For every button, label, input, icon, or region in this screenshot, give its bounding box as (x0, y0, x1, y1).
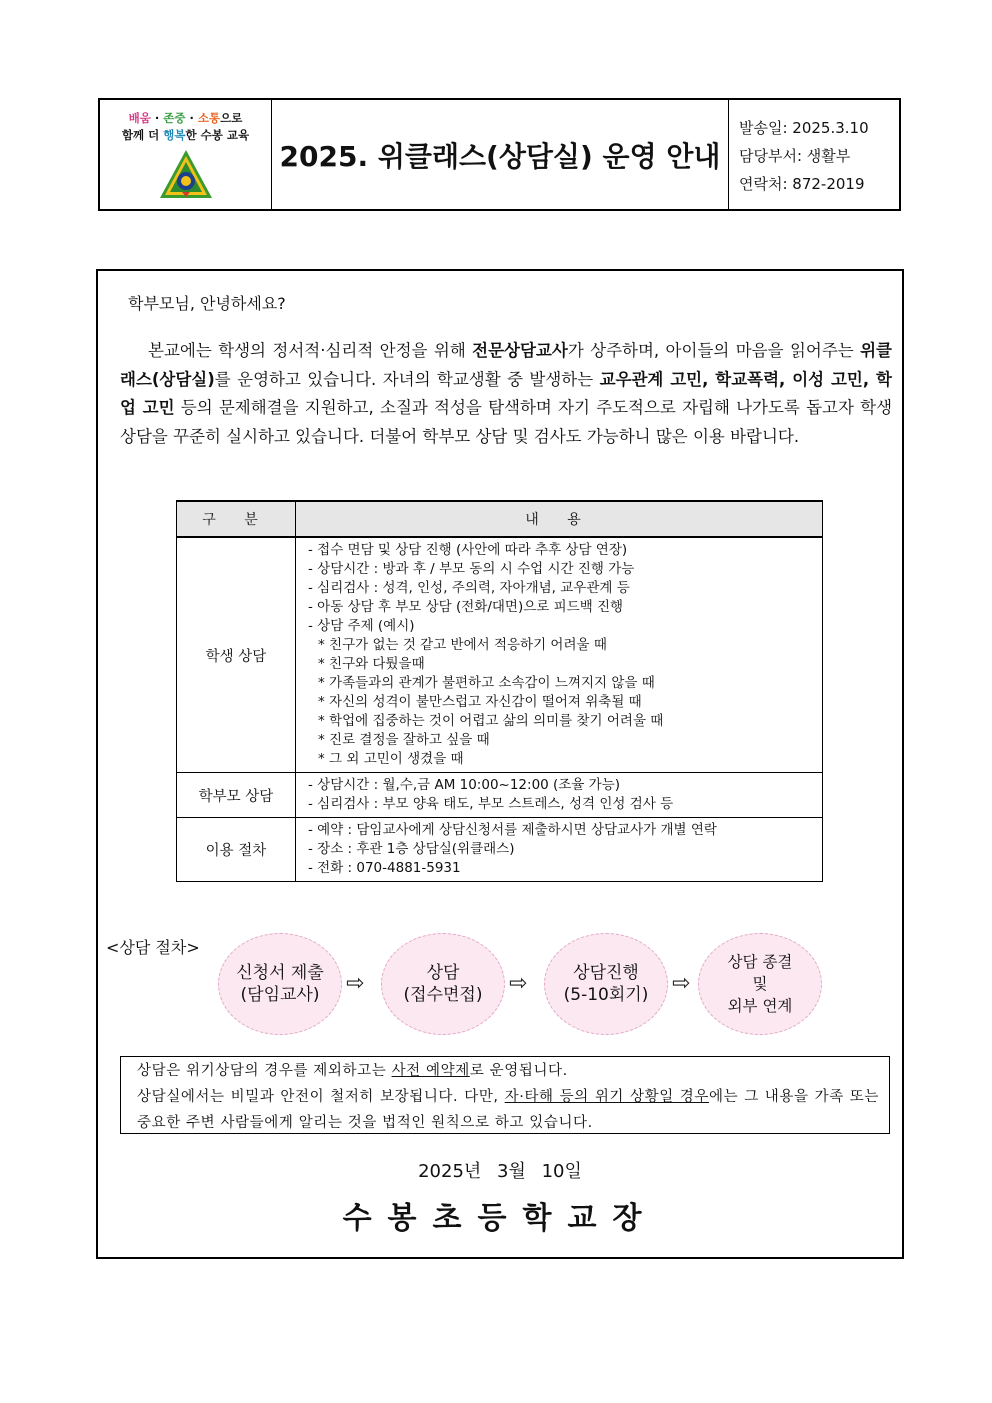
step-text: 상담 (426, 963, 460, 983)
table-header-content: 내 용 (296, 501, 823, 537)
content-line: - 상담 주제 (예시) (308, 618, 415, 634)
notice-text: 로 운영됩니다. (469, 1063, 568, 1079)
content-line: - 장소 : 후관 1층 상담실(위클래스) (308, 841, 515, 857)
paragraph-text: 본교에는 학생의 정서적·심리적 안정을 위해 (148, 341, 473, 360)
content-line: * 친구가 없는 것 같고 반에서 적응하기 어려울 때 (318, 637, 607, 653)
notice-text: 에는 그 내용을 가족 또는 중요한 주변 사람들에게 알리는 것을 법적인 원칙으로 하고 있습니다. (137, 1089, 879, 1131)
content-line: * 진로 결정을 잘하고 싶을 때 (318, 732, 490, 748)
emphasis-text: 전문상담교사 (472, 341, 568, 360)
notice-line2 (137, 1084, 879, 1136)
procedure-step (544, 933, 668, 1035)
notice-text: 상담은 위기상담의 경우를 제외하고는 (137, 1063, 392, 1079)
emphasis-text: 교우관계 고민, 학교폭력, 이성 고민, 학업 고민 (120, 369, 892, 417)
row-category: 이용 절차 (177, 818, 296, 882)
content-line: - 심리검사 : 성격, 인성, 주의력, 자아개념, 교우관계 등 (308, 580, 630, 596)
table-row (177, 773, 823, 818)
table-header-row (177, 501, 823, 537)
emphasis-text: 위클래스(상담실) (120, 341, 892, 389)
step-text: 외부 연계 (727, 997, 793, 1015)
content-line: - 접수 면담 및 상담 진행 (사안에 따라 추후 상담 연장) (308, 542, 628, 558)
procedure-step (381, 933, 505, 1035)
content-line: - 아동 상담 후 부모 상담 (전화/대면)으로 피드백 진행 (308, 599, 624, 615)
arrow-right-icon: ⇨ (509, 971, 528, 996)
row-category: 학생 상담 (177, 537, 296, 773)
school-logo-icon (158, 148, 214, 200)
department: 담당부서: 생활부 (739, 147, 851, 165)
document-date: 2025년 3월 10일 (418, 1161, 582, 1182)
content-line: - 예약 : 담임교사에게 상담신청서를 제출하시면 상담교사가 개별 연락 (308, 822, 717, 838)
table-row (177, 818, 823, 882)
procedure-label: <상담 절차> (106, 938, 200, 957)
row-content (296, 537, 823, 773)
header-box (98, 98, 901, 211)
notice-text: 상담실에서는 비밀과 안전이 철저히 보장됩니다. 다만, (137, 1089, 505, 1105)
step-text: (접수면접) (403, 985, 483, 1005)
procedure-step (698, 933, 822, 1035)
step-text: 신청서 제출 (236, 963, 324, 983)
step-text: 상담진행 (573, 963, 639, 983)
content-line: - 심리검사 : 부모 양육 태도, 부모 스트레스, 성격 인성 검사 등 (308, 796, 674, 812)
notice-line1 (137, 1058, 879, 1084)
content-line: - 상담시간 : 방과 후 / 부모 동의 시 수업 시간 진행 가능 (308, 561, 635, 577)
content-line: * 자신의 성격이 불만스럽고 자신감이 떨어져 위축될 때 (318, 694, 642, 710)
row-category: 학부모 상담 (177, 773, 296, 818)
arrow-right-icon: ⇨ (346, 971, 365, 996)
procedure-step (218, 933, 342, 1035)
table-row (177, 537, 823, 773)
main-content (96, 269, 904, 1259)
greeting: 학부모님, 안녕하세요? (128, 294, 286, 313)
step-text: 및 (752, 975, 768, 993)
step-text: (5-10회기) (563, 985, 649, 1005)
row-content (296, 818, 823, 882)
underlined-text: 자·타해 등의 위기 상황일 경우 (504, 1089, 710, 1105)
intro-paragraph (120, 337, 892, 451)
step-text: 상담 종결 (727, 953, 793, 971)
table-header-category: 구 분 (177, 501, 296, 537)
content-line: * 친구와 다퉜을때 (318, 656, 425, 672)
document-title: 2025. 위클래스(상담실) 운영 안내 (272, 100, 729, 209)
content-line: - 전화 : 070-4881-5931 (308, 860, 461, 876)
info-table (176, 500, 823, 882)
issue-info (729, 100, 899, 209)
step-text: (담임교사) (240, 985, 320, 1005)
school-slogan (100, 100, 272, 209)
content-line: - 상담시간 : 월,수,금 AM 10:00~12:00 (조율 가능) (308, 777, 621, 793)
paragraph-text: 등의 문제해결을 지원하고, 소질과 적성을 탐색하며 자기 주도적으로 자립해 나가도록 돕고자 학생 상담을 꾸준히 실시하고 있습니다. 더불어 학부모 상담 및 검사도 가능하니 많은 이용 바랍니다. (120, 398, 893, 446)
principal-signature: 수봉초등학교장 (342, 1201, 658, 1236)
arrow-right-icon: ⇨ (672, 971, 691, 996)
paragraph-text: 를 운영하고 있습니다. 자녀의 학교생활 중 발생하는 (214, 369, 600, 389)
issue-date: 발송일: 2025.3.10 (739, 119, 869, 137)
content-line: * 그 외 고민이 생겼을 때 (318, 751, 464, 767)
slogan-line2: 함께 더 행복한 수봉 교육 (121, 128, 250, 142)
underlined-text: 사전 예약제 (391, 1063, 470, 1079)
notice-box (120, 1056, 890, 1134)
contact: 연락처: 872-2019 (739, 175, 865, 193)
slogan-line1: 배움 · 존중 · 소통으로 (128, 111, 243, 125)
paragraph-text: 가 상주하며, 아이들의 마음을 읽어주는 (567, 341, 861, 360)
row-content (296, 773, 823, 818)
content-line: * 가족들과의 관계가 불편하고 소속감이 느껴지지 않을 때 (318, 675, 655, 691)
content-line: * 학업에 집중하는 것이 어렵고 삶의 의미를 찾기 어려울 때 (318, 713, 664, 729)
